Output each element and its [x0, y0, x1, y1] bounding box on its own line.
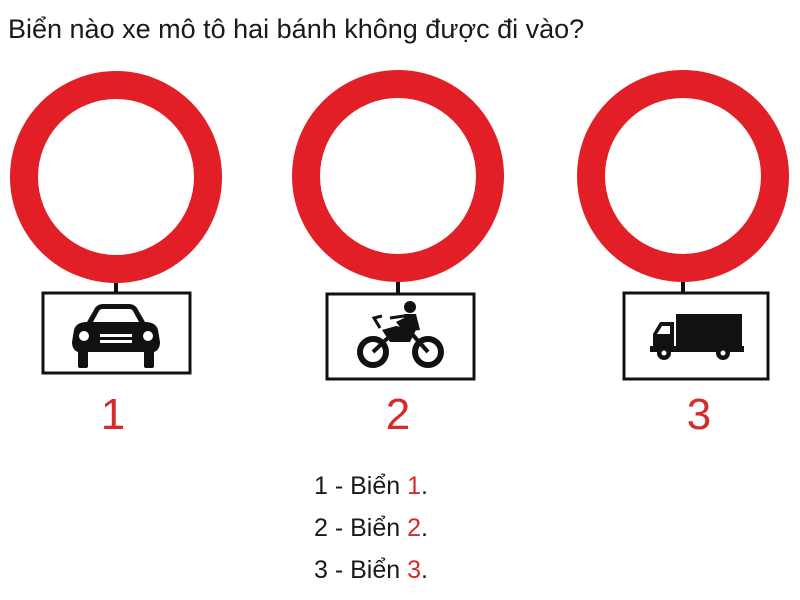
sign-number-2: 2: [385, 390, 411, 439]
sign-number-3: 3: [686, 390, 712, 439]
answer-option-2[interactable]: 2 - Biển 2.: [314, 514, 428, 542]
question-text: Biển nào xe mô tô hai bánh không được đi vào?: [8, 14, 585, 44]
sign-3: [591, 84, 775, 379]
answer-list: [314, 465, 428, 591]
sign-number-1: 1: [100, 390, 126, 439]
prohibition-ring: [306, 84, 490, 268]
prohibition-ring: [591, 84, 775, 268]
answer-option-1[interactable]: 1 - Biển 1.: [314, 472, 428, 500]
answer-option-3[interactable]: 3 - Biển 3.: [314, 556, 428, 584]
prohibition-ring: [24, 85, 208, 269]
sign-1: [24, 85, 208, 373]
sign-2: [306, 84, 490, 379]
